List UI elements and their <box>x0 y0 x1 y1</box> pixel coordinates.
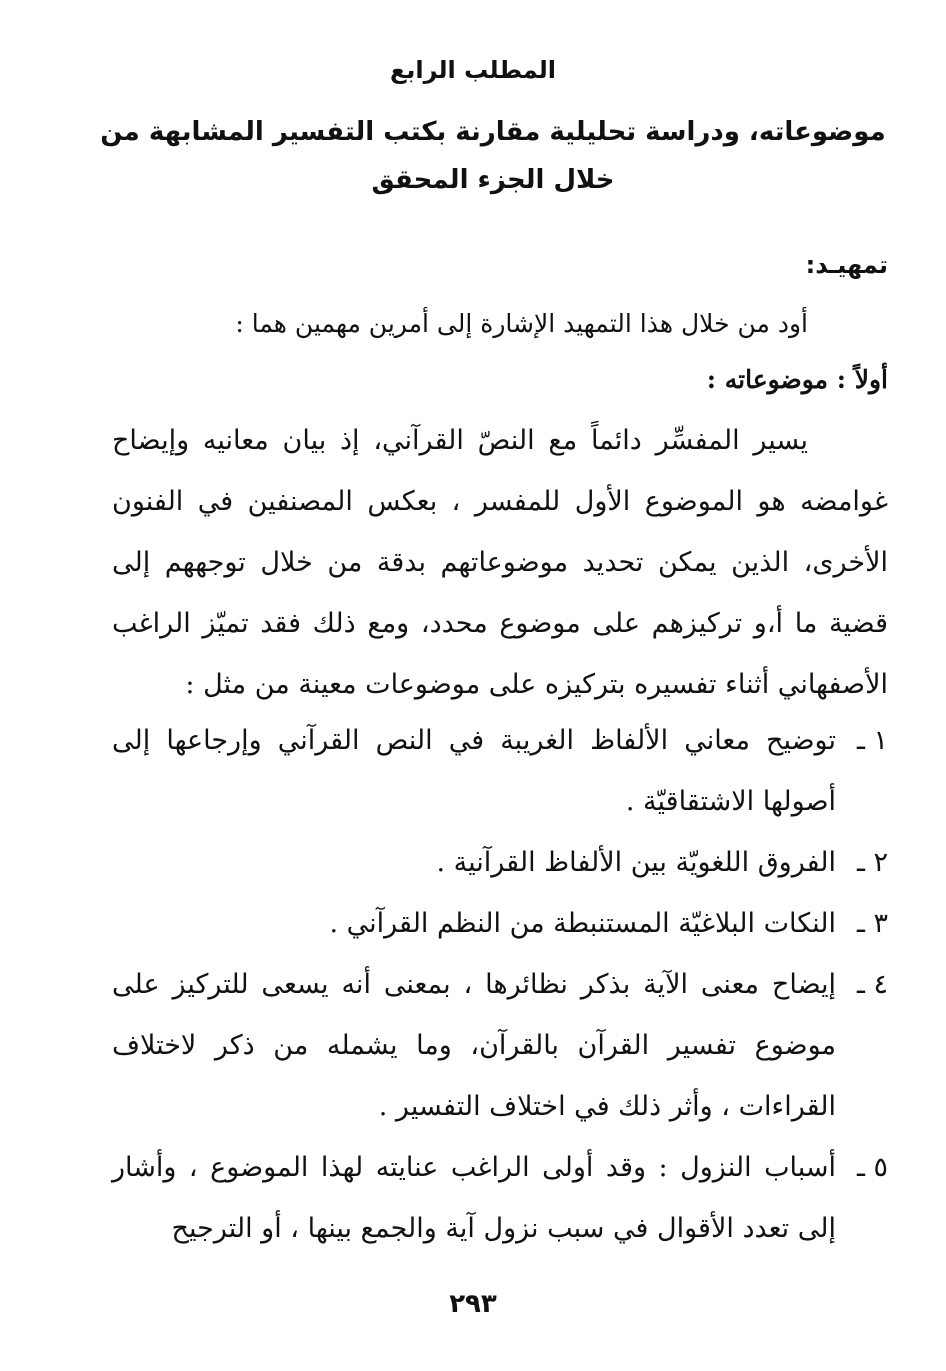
page-number: ٢٩٣ <box>449 1289 497 1319</box>
list-item-number: ٥ ـ <box>856 1152 888 1183</box>
list-item-text: أسباب النزول : وقد أولى الراغب عنايته لهذا الموضوع ، وأشار إلى تعدد الأقوال في سبب نزول آية والجمع بينها ، أو الترجيح <box>112 1152 836 1244</box>
intro-line: أود من خلال هذا التمهيد الإشارة إلى أمرين مهمين هما : <box>235 309 808 338</box>
list-item-text: إيضاح معنى الآية بذكر نظائرها ، بمعنى أنه يسعى للتركيز على موضوع تفسير القرآن بالقرآن، وما يشمله من ذكر لاختلاف القراءات ، وأثر ذلك في اختلاف التفسير . <box>112 969 836 1122</box>
list-item-number: ٣ ـ <box>856 908 888 939</box>
list-item-number: ٤ ـ <box>856 969 888 1000</box>
list-item-text: النكات البلاغيّة المستنبطة من النظم القرآني . <box>329 908 836 939</box>
intro-label: تمهيـد: <box>805 251 888 279</box>
list-item <box>112 1137 888 1259</box>
list-item-number: ٢ ـ <box>856 847 888 878</box>
topics-paragraph: يسير المفسِّر دائماً مع النصّ القرآني، إذ بيان معانيه وإيضاح غوامضه هو الموضوع الأول للمفسر ، بعكس المصنفين في الفنون الأخرى، الذين يمكن تحديد موضوعاتهم بدقة من خلال توجههم إلى قضية ما أ،و تركيزهم على موضوع محدد، ومع ذلك فقد تميّز الراغب الأصفهاني أثناء تفسيره بتركيزه على موضوعات معينة من مثل : <box>112 425 888 700</box>
list-item <box>112 893 888 954</box>
list-item <box>112 954 888 1137</box>
section-title: موضوعاته، ودراسة تحليلية مقارنة بكتب التفسير المشابهة من خلال الجزء المحقق <box>100 117 886 195</box>
list-item-number: ١ ـ <box>856 725 888 756</box>
first-topic-label: أولاً : موضوعاته : <box>706 365 888 394</box>
list-item <box>112 832 888 893</box>
section-heading: المطلب الرابع <box>389 56 557 84</box>
list-item-text: الفروق اللغويّة بين الألفاظ القرآنية . <box>436 847 836 878</box>
topics-list <box>112 710 888 1259</box>
list-item-text: توضيح معاني الألفاظ الغريبة في النص القرآني وإرجاعها إلى أصولها الاشتقاقيّة . <box>112 725 836 817</box>
list-item <box>112 710 888 832</box>
